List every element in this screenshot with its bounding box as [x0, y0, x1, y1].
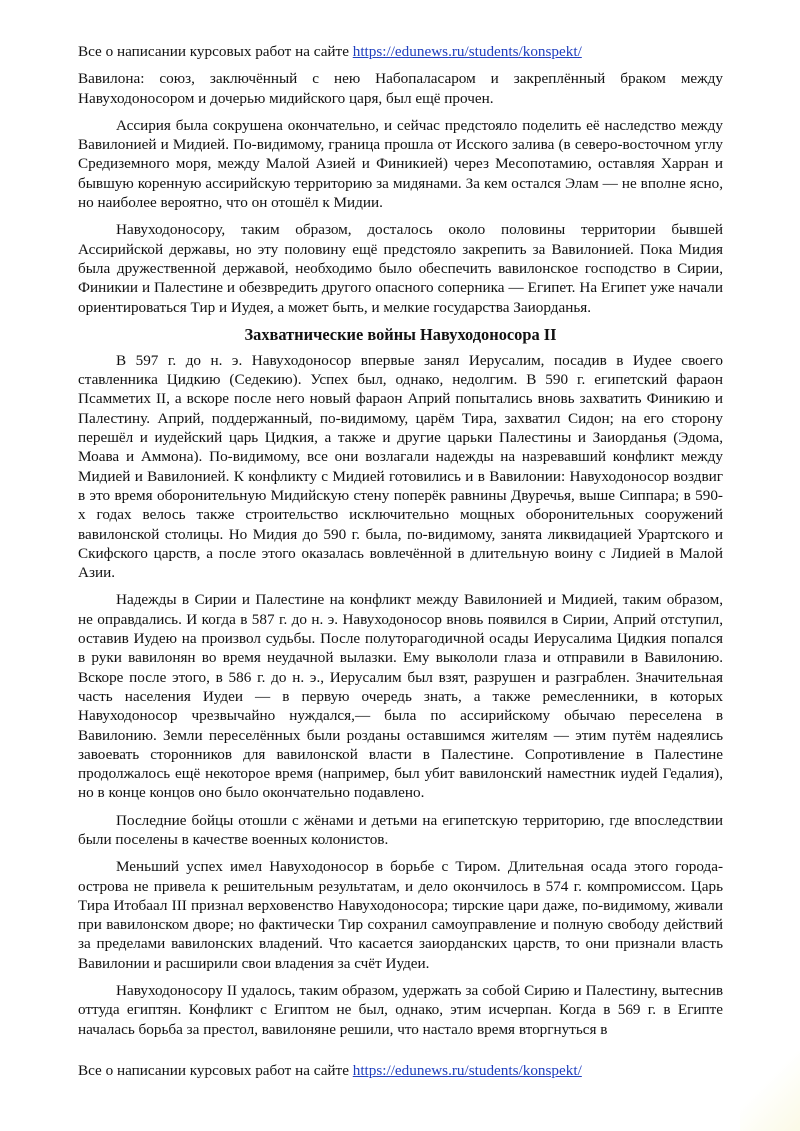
- page-corner-shading: [740, 1051, 800, 1131]
- header-link[interactable]: https://edunews.ru/students/konspekt/: [352, 43, 582, 60]
- paragraph: Ассирия была сокрушена окончательно, и сейчас предстояло поделить её наследство между Вавилонией и Мидией. По-видимому, граница прошла от Исского залива (в северо-восточном углу Средиземного моря, между Малой Азией и Финикией) через Месопотамию, оставляя Харран и бывшую коренную ассирийскую территорию за мидянами. За кем остался Элам — не вполне ясно, но наиболее вероятно, что он отошёл к Мидии.: [78, 116, 723, 212]
- header-prefix: Все о написании курсовых работ на сайте: [78, 43, 353, 60]
- body-before-heading: [78, 69, 723, 317]
- paragraph: Последние бойцы отошли с жёнами и детьми на египетскую территорию, где впоследствии были поселены в качестве военных колонистов.: [78, 811, 723, 848]
- paragraph: Надежды в Сирии и Палестине на конфликт между Вавилонией и Мидией, таким образом, не оправдались. И когда в 587 г. до н. э. Навуходоносор вновь появился в Сирии, Априй отступил, оставив Иудею на произвол судьбы. После полуторагодичной осады Иерусалима Цидкия попался в руки вавилонян во время неудачной вылазки. Ему выкололи глаза и отправили в Вавилонию. Вскоре после этого, в 586 г. до н. э., Иерусалим был взят, разрушен и разграблен. Значительная часть населения Иудеи — в первую очередь знать, а также ремесленники, в которых Навуходоносор чрезвычайно нуждался,— была по ассирийскому обычаю переселена в Вавилонию. Земли переселённых были розданы оставшимся жителям — этим путём надеялись завоевать сторонников для вавилонской власти в Палестине. Сопротивление в Палестине продолжалось ещё некоторое время (например, был убит вавилонский наместник иудей Гедалия), но в конце концов оно было окончательно подавлено.: [78, 591, 723, 802]
- paragraph: Навуходоносору, таким образом, досталось около половины территории бывшей Ассирийской державы, но эту половину ещё предстояло закрепить за Вавилонией. Пока Мидия была дружественной державой, необходимо было обеспечить вавилонское господство в Сирии, Финикии и Палестине и обезвредить другого опасного соперника — Египет. На Египет уже начали ориентироваться Тир и Иудея, а может быть, и мелкие государства Заиорданья.: [78, 221, 723, 316]
- footer-link[interactable]: https://edunews.ru/students/konspekt/: [352, 1062, 582, 1079]
- section-heading: Захватнические войны Навуходоносора II: [244, 324, 557, 344]
- paragraph: Меньший успех имел Навуходоносор в борьбе с Тиром. Длительная осада этого города-острова не привела к решительным результатам, и дело окончилось в 574 г. компромиссом. Царь Тира Итобаал III признал верховенство Навуходоносора; тирские цари даже, по-видимому, живали при вавилонском дворе; но фактически Тир сохранил самоуправление и полную свободу действий за пределами вавилонских владений. Что касается заиорданских царств, то они признали власть Вавилонии и расширили свои владения за счёт Иудеи.: [78, 858, 723, 972]
- paragraph: В 597 г. до н. э. Навуходоносор впервые занял Иерусалим, посадив в Иудее своего ставленника Цидкию (Седекию). Успех был, однако, недолгим. В 590 г. египетский фараон Псамметих II, а вскоре после него новый фараон Априй попытались вновь захватить Финикию и Палестину. Априй, поддержанный, по-видимому, царём Тира, захватил Сидон; на его сторону перешёл и иудейский царь Цидкия, а также и другие царьки Палестины и Заиорданья (Эдома, Моава и Аммона). По-видимому, все они возлагали надежды на назревавший конфликт между Мидией и Вавилонией. К конфликту с Мидией готовились и в Вавилонии: Навуходоносор воздвиг в это время оборонительную Мидийскую стену поперёк равнины Двуречья, выше Сиппара; в 590-х годах велось также строительство исключительно мощных оборонительных сооружений вавилонской столицы. Но Мидия до 590 г. была, по-видимому, занята ликвидацией Урартского и Скифского царств, а после этого оказалась вовлечённой в длительную воину с Лидией в Малой Азии.: [78, 351, 723, 582]
- paragraph: Вавилона: союз, заключённый с нею Набопаласаром и закреплённый браком между Навуходоносором и дочерью мидийского царя, был ещё прочен.: [78, 70, 723, 107]
- page-footer: [78, 1061, 723, 1080]
- footer-prefix: Все о написании курсовых работ на сайте: [78, 1062, 353, 1079]
- document-page: [78, 42, 723, 1047]
- paragraph: Навуходоносору II удалось, таким образом, удержать за собой Сирию и Палестину, вытеснив оттуда египтян. Конфликт с Египтом не был, однако, этим исчерпан. Когда в 569 г. в Египте началась борьба за престол, вавилоняне решили, что настало время вторгнуться в: [78, 982, 723, 1038]
- page-header: [78, 42, 723, 61]
- body-after-heading: [78, 351, 723, 1039]
